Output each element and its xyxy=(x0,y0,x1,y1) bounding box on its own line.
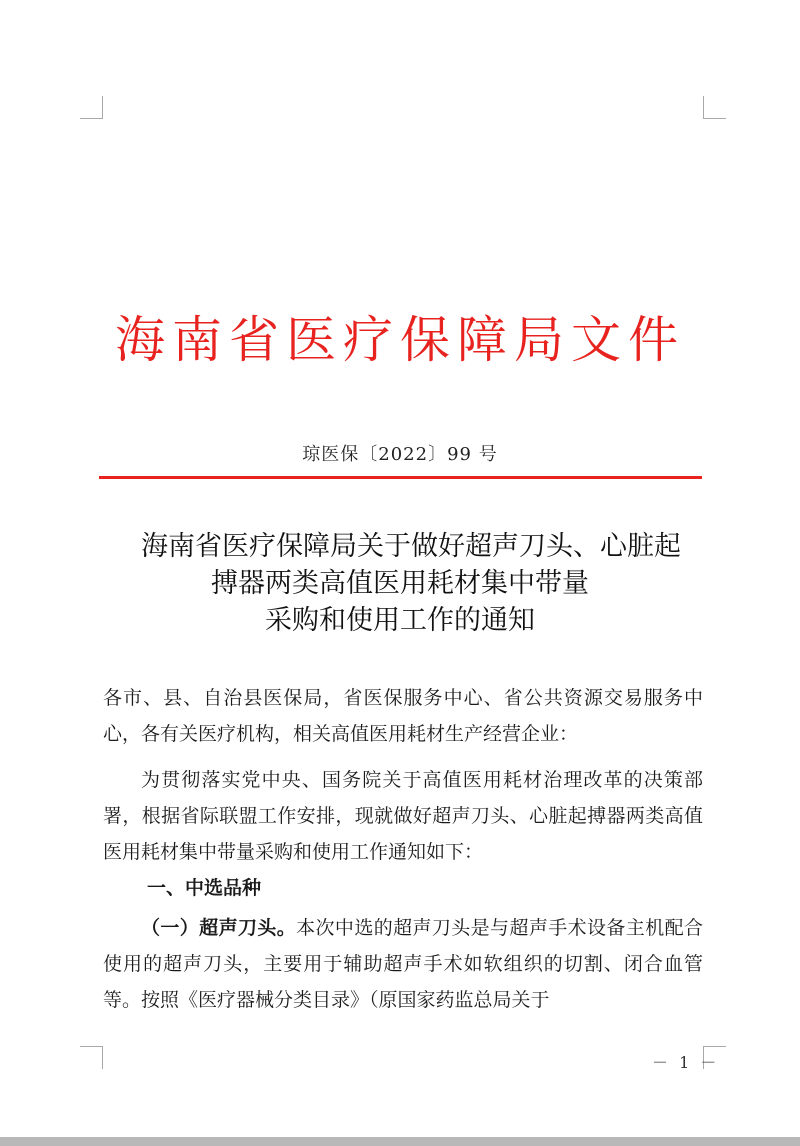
page-corner-mark-top-right xyxy=(703,96,726,119)
subsection-paragraph xyxy=(103,910,703,1018)
document-number: 琼医保〔2022〕99 号 xyxy=(302,444,498,465)
subsection-lead: （一）超声刀头。 xyxy=(141,917,297,939)
page-corner-mark-bottom-left xyxy=(80,1046,103,1069)
section-heading: 一、中选品种 xyxy=(147,877,262,899)
notice-title-line-2: 搏器两类高值医用耗材集中带量 xyxy=(211,568,589,599)
addressees-paragraph: 各市、县、自治县医保局，省医保服务中心、省公共资源交易服务中心，各有关医疗机构，相关高值医用耗材生产经营企业： xyxy=(103,687,703,745)
document-header-title: 海南省医疗保障局文件 xyxy=(115,311,685,369)
notice-title xyxy=(0,528,800,639)
notice-title-line-3: 采购和使用工作的通知 xyxy=(265,605,535,636)
red-divider-line xyxy=(99,476,702,479)
notice-title-line-1: 海南省医疗保障局关于做好超声刀头、心脏起 xyxy=(141,531,681,562)
intro-paragraph: 为贯彻落实党中央、国务院关于高值医用耗材治理改革的决策部署，根据省际联盟工作安排，现就做好超声刀头、心脏起搏器两类高值医用耗材集中带量采购和使用工作通知如下： xyxy=(103,769,703,863)
subsection-text: 本次中选的超声刀头是与超声手术设备主机配合使用的超声刀头，主要用于辅助超声手术如软组织的切割、闭合血管等。按照《医疗器械分类目录》（原国家药监总局关于 xyxy=(103,917,703,1011)
window-bottom-bar xyxy=(0,1137,800,1146)
page-corner-mark-top-left xyxy=(80,96,103,119)
page-number: － 1 － xyxy=(652,1053,720,1072)
